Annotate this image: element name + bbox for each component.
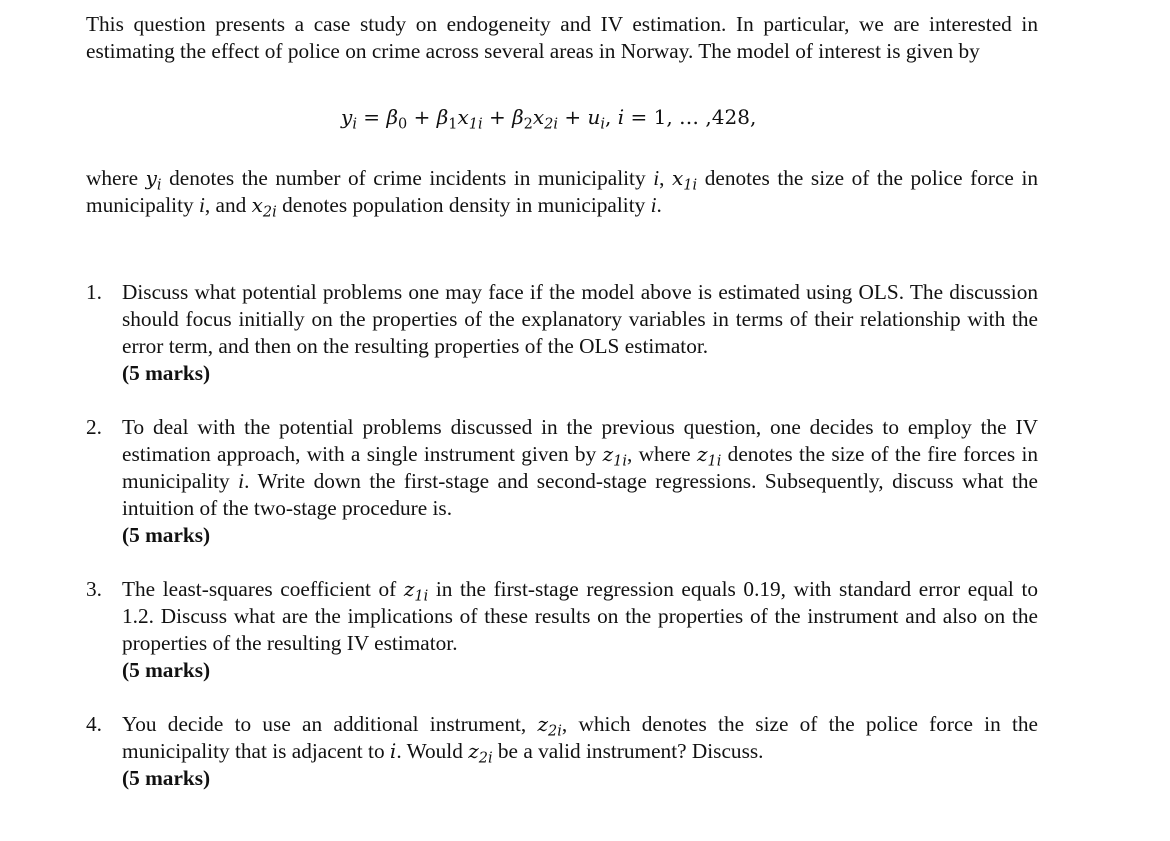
question-3: [86, 576, 1038, 684]
marks-label: (5 marks): [122, 361, 211, 385]
marks-label: (5 marks): [122, 766, 211, 790]
marks-label: (5 marks): [122, 658, 211, 682]
question-document: [86, 11, 1038, 819]
question-list: [86, 279, 1038, 792]
question-number: 3.: [86, 577, 102, 601]
model-equation: $y_i = \beta_0 + \beta_1x_{1i} + \beta_2x_{2i} + u_i$, i = 1, … ,428,: [341, 105, 757, 133]
intro-paragraph: This question presents a case study on endogeneity and IV estimation. In particular, we are interested in estimating the effect of police on crime across several areas in Norway. The model of interest is given by: [86, 12, 1038, 63]
question-number: 2.: [86, 415, 102, 439]
question-text: Discuss what potential problems one may face if the model above is estimated using OLS. The discussion should focus initially on the properties of the explanatory variables in terms of their relationship with the error term, and then on the resulting properties of the OLS estimator.: [122, 280, 1038, 358]
question-4: [86, 711, 1038, 792]
question-text: To deal with the potential problems discussed in the previous question, one decides to employ the IV estimation approach, with a single instrument given by $z_{1i}$, where $z_{1i}$ denotes the size of the fire forces in municipality i. Write down the first-stage and second-stage regressions. Subsequently, discuss what the intuition of the two-stage procedure is.: [122, 415, 1039, 520]
question-1: [86, 279, 1038, 387]
variable-definitions: where $y_i$ denotes the number of crime incidents in municipality i, $x_{1i}$ denotes the size of the police force in municipality i, and $x_{2i}$ denotes population density in municipality i.: [86, 166, 1039, 221]
question-number: 1.: [86, 280, 102, 304]
question-text: You decide to use an additional instrument, $z_{2i}$, which denotes the size of the police force in the municipality that is adjacent to i. Would $z_{2i}$ be a valid instrument? Discuss.: [122, 712, 1038, 767]
marks-label: (5 marks): [122, 523, 211, 547]
question-text: The least-squares coefficient of $z_{1i}$ in the first-stage regression equals 0.19, with standard error equal to 1.2. Discuss what are the implications of these results on the properties of the instrument and also on the properties of the resulting IV estimator.: [122, 577, 1039, 655]
question-2: [86, 414, 1038, 549]
question-number: 4.: [86, 712, 102, 736]
